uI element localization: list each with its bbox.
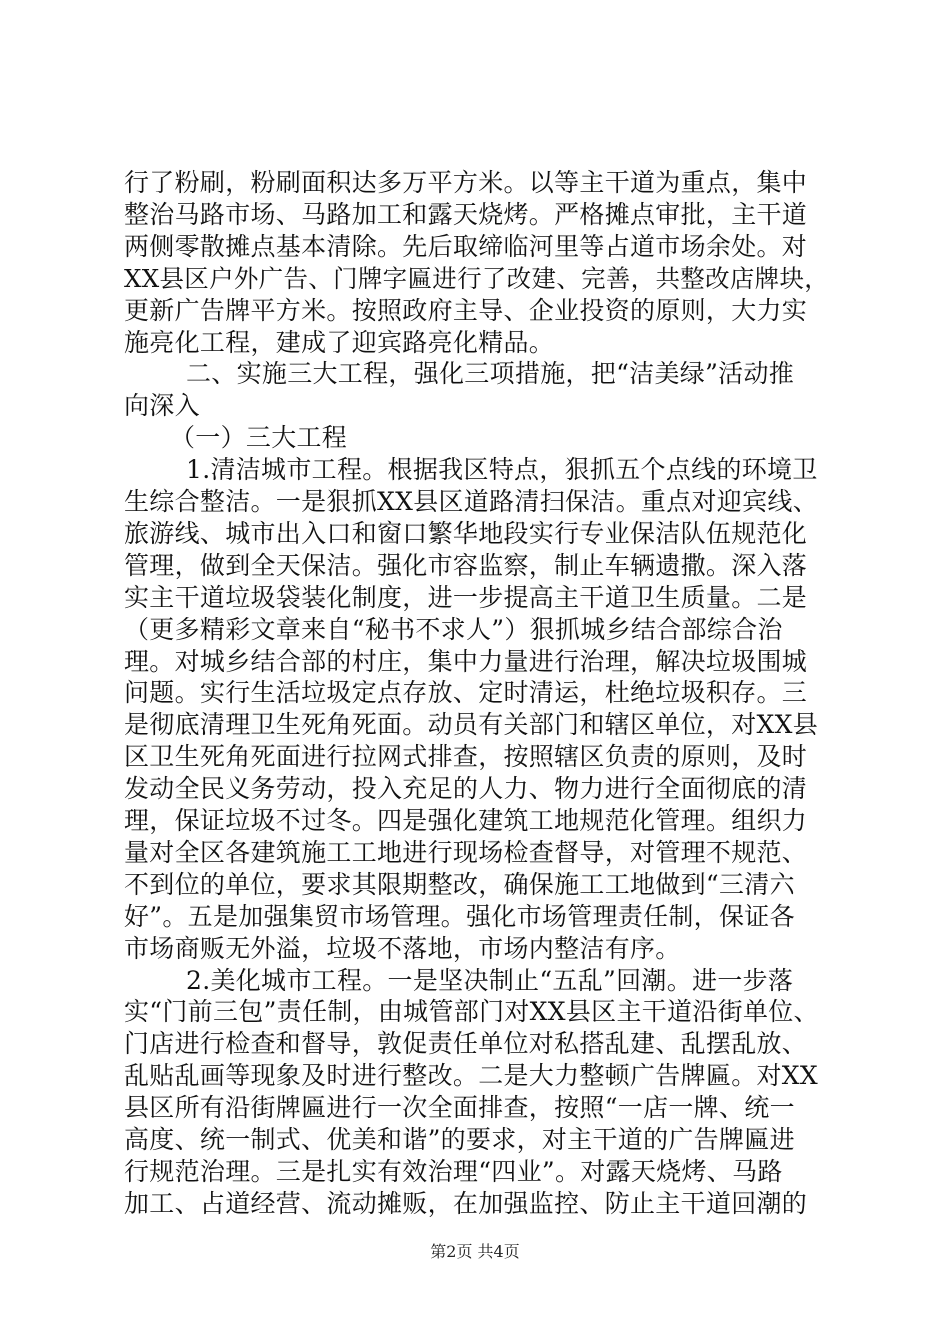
text-line: 理。对城乡结合部的村庄，集中力量进行治理，解决垃圾围城 (124, 646, 808, 676)
section-heading-continued: 向深入 (124, 391, 200, 421)
text-line: 问题。实行生活垃圾定点存放、定时清运，杜绝垃圾积存。三 (124, 678, 808, 708)
text-line: 区卫生死角死面进行拉网式排查，按照辖区负责的原则，及时 (124, 742, 808, 772)
text-line: 加工、占道经营、流动摊贩，在加强监控、防止主干道回潮的 (124, 1188, 808, 1218)
text-line: 不到位的单位，要求其限期整改，确保施工工地做到“三清六 (124, 869, 795, 899)
text-line: 量对全区各建筑施工工地进行现场检查督导，对管理不规范、 (124, 837, 808, 867)
text-line: 2.美化城市工程。一是坚决制止“五乱”回潮。进一步落 (186, 965, 794, 995)
page-number-footer: 第2页 共4页 (430, 1242, 520, 1261)
text-line: 门店进行检查和督导，敦促责任单位对私搭乱建、乱摆乱放、 (124, 1029, 808, 1059)
text-line: XX县区户外广告、门牌字匾进行了改建、完善，共整改店牌块， (124, 263, 830, 293)
text-line: 高度、统一制式、优美和谐”的要求，对主干道的广告牌匾进 (124, 1125, 795, 1154)
text-line: 行规范治理。三是扎实有效治理“四业”。对露天烧烤、马路 (124, 1156, 783, 1186)
text-line: 整治马路市场、马路加工和露天烧烤。严格摊点审批，主干道 (124, 199, 808, 229)
text-line: 好”。五是加强集贸市场管理。强化市场管理责任制，保证各 (124, 901, 795, 931)
text-line: 管理，做到全天保洁。强化市容监察，制止车辆遗撒。深入落 (124, 550, 808, 580)
text-line: 乱贴乱画等现象及时进行整改。二是大力整顿广告牌匾。对XX (124, 1061, 818, 1091)
text-line: 1.清洁城市工程。根据我区特点，狠抓五个点线的环境卫 (186, 455, 818, 485)
text-line: 生综合整洁。一是狠抓XX县区道路清扫保洁。重点对迎宾线、 (124, 487, 818, 516)
text-line: 是彻底清理卫生死角死面。动员有关部门和辖区单位，对XX县 (124, 710, 818, 740)
section-heading: 二、实施三大工程，强化三项措施，把“洁美绿”活动推 (186, 359, 795, 389)
text-line: 施亮化工程，建成了迎宾路亮化精品。 (124, 327, 555, 357)
text-line: 两侧零散摊点基本清除。先后取缔临河里等占道市场余处。对 (124, 231, 808, 261)
text-line: 更新广告牌平方米。按照政府主导、企业投资的原则，大力实 (124, 295, 808, 325)
text-line: 市场商贩无外溢，垃圾不落地，市场内整洁有序。 (124, 933, 681, 963)
text-line: 行了粉刷，粉刷面积达多万平方米。以等主干道为重点，集中 (124, 168, 808, 197)
text-line: 发动全民义务劳动，投入充足的人力、物力进行全面彻底的清 (124, 774, 808, 804)
text-line: 实“门前三包”责任制，由城管部门对XX县区主干道沿街单位、 (124, 997, 819, 1027)
text-line: 旅游线、城市出入口和窗口繁华地段实行专业保洁队伍规范化 (124, 518, 808, 548)
subsection-heading: （一）三大工程 (170, 423, 348, 453)
text-line: 理，保证垃圾不过冬。四是强化建筑工地规范化管理。组织力 (124, 806, 808, 835)
text-line: （更多精彩文章来自“秘书不求人”）狠抓城乡结合部综合治 (124, 614, 783, 644)
text-line: 县区所有沿街牌匾进行一次全面排查，按照“一店一牌、统一 (124, 1093, 795, 1123)
text-line: 实主干道垃圾袋装化制度，进一步提高主干道卫生质量。二是 (124, 582, 808, 612)
